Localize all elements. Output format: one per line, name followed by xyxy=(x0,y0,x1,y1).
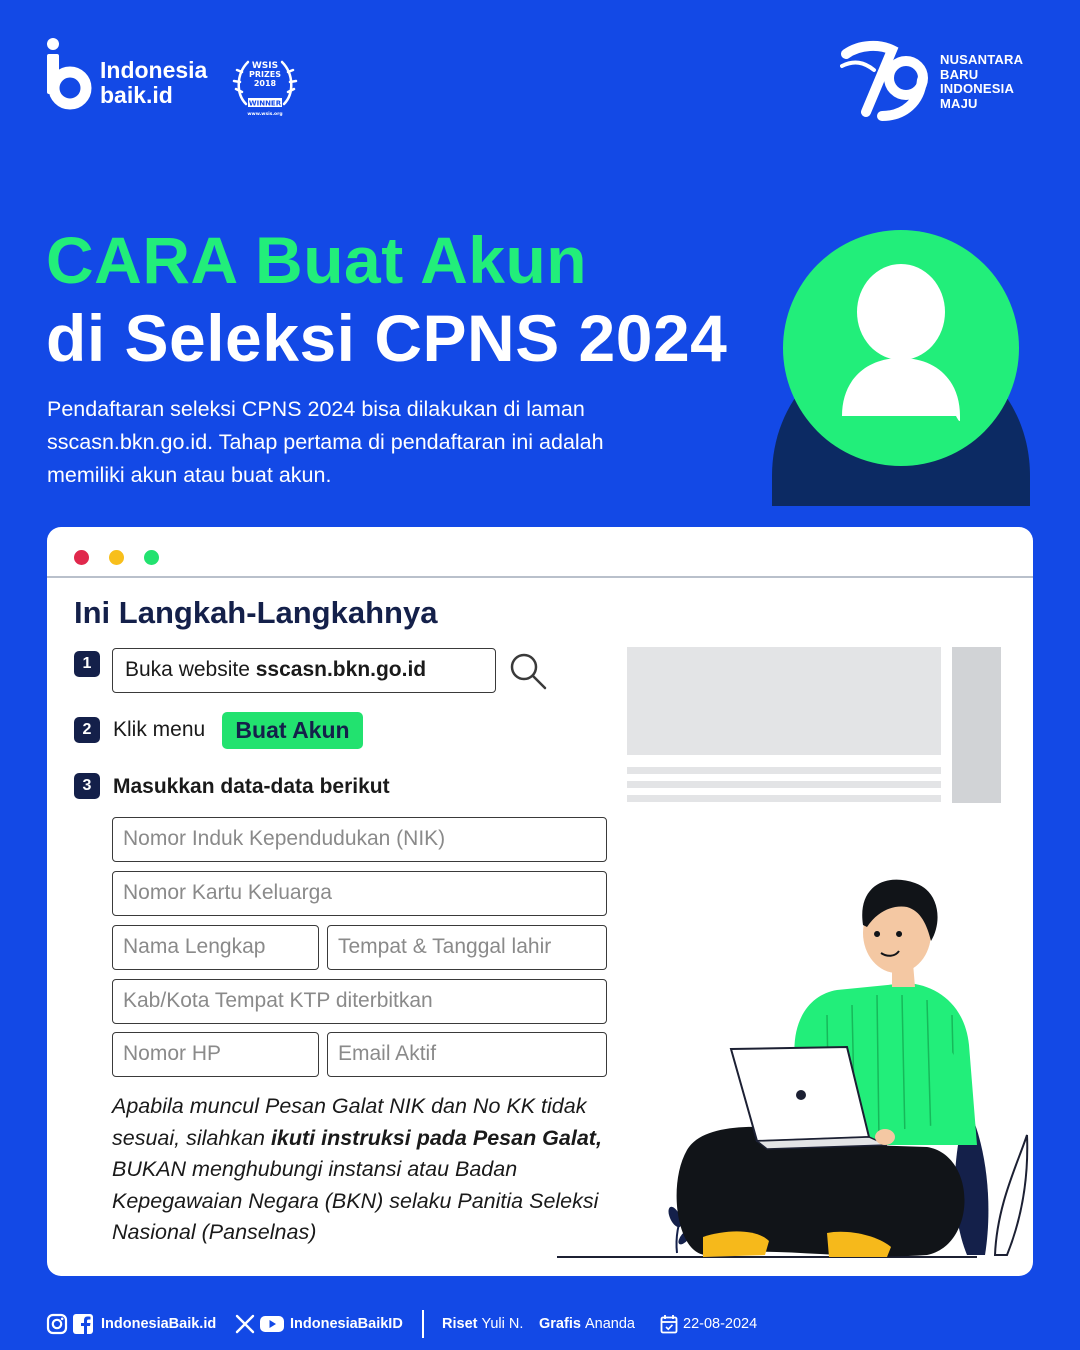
browser-card xyxy=(47,527,1033,1276)
mock-text-line xyxy=(627,781,941,788)
footer-handle-2[interactable]: IndonesiaBaikID xyxy=(290,1316,403,1332)
footer-grafis xyxy=(539,1316,635,1332)
calendar-icon xyxy=(660,1313,678,1335)
award-line-4: WINNER xyxy=(248,99,282,108)
grafis-name: Ananda xyxy=(584,1316,635,1332)
url-address: sscasn.bkn.go.id xyxy=(255,658,427,681)
note-part-1: Apabila muncul Pesan Galat NIK dan No KK tidak sesuai, silahkan xyxy=(112,1094,587,1150)
steps-heading: Ini Langkah-Langkahnya xyxy=(74,595,438,630)
buat-akun-button[interactable]: Buat Akun xyxy=(222,712,363,749)
window-maximize-dot xyxy=(144,550,159,565)
hp-field[interactable]: Nomor HP xyxy=(112,1032,319,1077)
riset-label: Riset xyxy=(442,1316,478,1332)
mock-image-block xyxy=(627,647,941,755)
award-badge xyxy=(232,52,298,118)
instagram-icon[interactable] xyxy=(46,1313,68,1335)
user-icon xyxy=(772,230,1030,506)
url-field[interactable] xyxy=(112,648,496,693)
step-1-number: 1 xyxy=(74,651,100,677)
window-close-dot xyxy=(74,550,89,565)
riset-name: Yuli N. xyxy=(481,1316,524,1332)
kab-field[interactable]: Kab/Kota Tempat KTP diterbitkan xyxy=(112,979,607,1024)
x-icon[interactable] xyxy=(234,1313,256,1335)
youtube-icon[interactable] xyxy=(259,1313,285,1335)
footer xyxy=(46,1310,1046,1340)
nama-field[interactable]: Nama Lengkap xyxy=(112,925,319,970)
brand-line-2: baik.id xyxy=(100,82,173,108)
page-title-line-2: di Seleksi CPNS 2024 xyxy=(46,301,728,375)
facebook-icon[interactable] xyxy=(72,1313,94,1335)
page-title-line-1: CARA Buat Akun xyxy=(46,223,588,297)
anniversary-79-icon xyxy=(840,40,932,122)
browser-titlebar xyxy=(47,527,1033,578)
footer-riset xyxy=(442,1316,523,1332)
note-part-2: BUKAN menghubungi instansi atau Badan Kepegawaian Negara (BKN) selaku Panitia Seleksi Nasional (Panselnas) xyxy=(112,1157,599,1244)
footer-handle-1[interactable]: IndonesiaBaik.id xyxy=(101,1316,217,1332)
brand-line-1: Indonesia xyxy=(100,57,208,83)
intro-text: Pendaftaran seleksi CPNS 2024 bisa dilakukan di laman sscasn.bkn.go.id. Tahap pertama di pendaftaran ini adalah memiliki akun atau buat akun. xyxy=(47,397,604,487)
ttl-field[interactable]: Tempat & Tanggal lahir xyxy=(327,925,607,970)
award-line-5: www.wsis.org xyxy=(247,112,283,117)
anniversary-logo xyxy=(840,40,1036,122)
footer-separator xyxy=(422,1310,424,1338)
search-icon[interactable] xyxy=(507,650,549,692)
email-field[interactable]: Email Aktif xyxy=(327,1032,607,1077)
note-bold: ikuti instruksi pada Pesan Galat, xyxy=(270,1125,602,1150)
step-2-text: Klik menu xyxy=(113,718,206,741)
anniversary-tagline: NUSANTARA BARU INDONESIA MAJU xyxy=(940,52,1024,111)
step-3-number: 3 xyxy=(74,773,100,799)
award-line-2: PRIZES xyxy=(248,70,282,79)
footer-date: 22-08-2024 xyxy=(683,1316,758,1332)
brand-name xyxy=(100,58,207,108)
nik-field[interactable]: Nomor Induk Kependudukan (NIK) xyxy=(112,817,607,862)
window-minimize-dot xyxy=(109,550,124,565)
award-line-1: WSIS xyxy=(251,61,279,71)
brand-logo-icon xyxy=(46,38,94,110)
grafis-label: Grafis xyxy=(539,1316,581,1332)
person-laptop-illustration xyxy=(507,845,1033,1276)
step-3-text: Masukkan data-data berikut xyxy=(113,775,390,798)
url-prefix: Buka website xyxy=(125,658,256,681)
mock-text-line xyxy=(627,795,941,802)
award-line-3: 2018 xyxy=(253,79,277,88)
mock-text-line xyxy=(627,767,941,774)
kk-field[interactable]: Nomor Kartu Keluarga xyxy=(112,871,607,916)
mock-sidebar-block xyxy=(952,647,1001,803)
step-2-number: 2 xyxy=(74,717,100,743)
brand-logo xyxy=(46,38,306,118)
